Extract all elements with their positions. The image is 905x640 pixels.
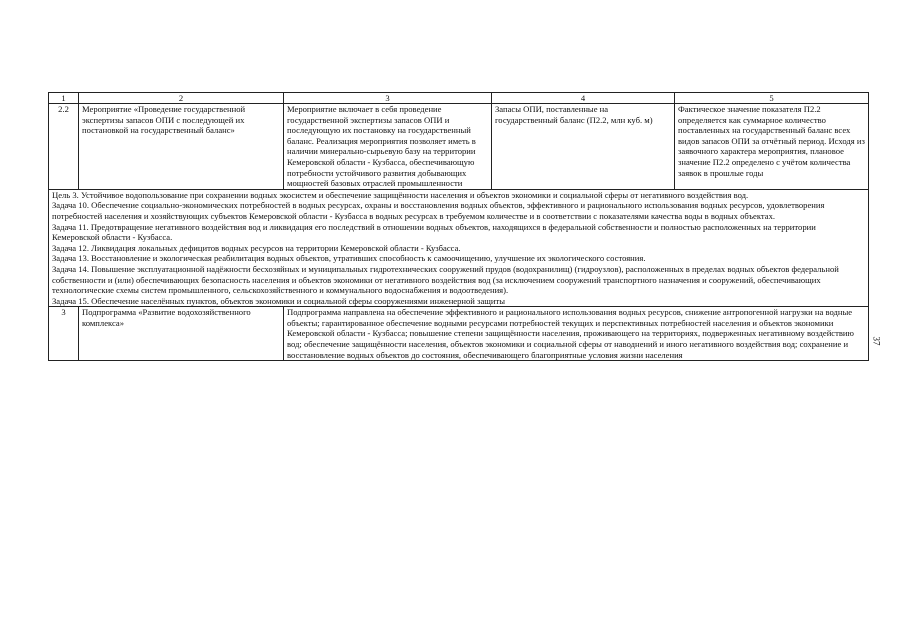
row-number: 3 <box>49 307 79 361</box>
table-row <box>49 104 869 190</box>
task-text: Задача 12. Ликвидация локальных дефицитов водных ресурсов на территории Кемеровской области - Кузбасса. <box>52 242 461 253</box>
indicator-name: Запасы ОПИ, поставленные на государственный баланс (П2.2, млн куб. м) <box>492 104 675 190</box>
task-text: Задача 15. Обеспечение населённых пунктов, объектов экономики и социальной сферы сооружениями инженерной защиты <box>52 295 506 306</box>
goal-text: Цель 3. Устойчивое водопользование при сохранении водных экосистем и обеспечение защищённости населения и объектов экономики и социальной сферы от негативного воздействия вод. <box>52 189 749 200</box>
task-text: Задача 10. Обеспечение социально-экономических потребностей в водных ресурсах, охраны и восстановления водных объектов, эффективного и рационального использования водных ресурсов, удовлетворения потребностей населения и хозяйствующих субъектов Кемеровской области - Кузбасса в водных ресурсах в требуемом количестве и в соответствии с показателями качества воды в водных объектах. <box>52 200 825 221</box>
task-text: Задача 13. Восстановление и экологическая реабилитация водных объектов, утративших способность к самоочищению, улучшение их экологического состояния. <box>52 253 646 264</box>
column-number: 1 <box>49 93 79 104</box>
column-number: 4 <box>492 93 675 104</box>
column-number: 2 <box>79 93 284 104</box>
measures-table <box>48 92 869 361</box>
column-number: 3 <box>284 93 492 104</box>
indicator-method: Фактическое значение показателя П2.2 определяется как суммарное количество поставленных на государственный баланс всех видов запасов ОПИ за отчётный период. Исходя из заявочного характера мероприятия, плановое значение П2.2 определено с учётом количества заявок в прошлые годы <box>675 104 869 190</box>
subprogram-description: Подпрограмма направлена на обеспечение эффективного и рационального использования водных ресурсов, снижение антропогенной нагрузки на водные объекты; гарантированное обеспечение водными ресурсами потребностей текущих и перспективных потребностей населения и объектов экономики Кемеровской области - Кузбасса; повышение степени защищённости населения, проживающего на территориях, подверженных негативному воздействию вод; обеспечение защищённости населения, объектов экономики и социальной сферы от наводнений и иного негативного воздействия вод; сохранение и восстановление водных объектов до состояния, обеспечивающего благоприятные условия жизни населения <box>284 307 869 361</box>
table-row <box>49 307 869 361</box>
page-number: 37 <box>871 336 882 346</box>
goal-block <box>49 189 869 307</box>
measure-name: Мероприятие «Проведение государственной экспертизы запасов ОПИ с последующей их постановкой на государственный баланс» <box>79 104 284 190</box>
goal-row <box>49 189 869 307</box>
column-number: 5 <box>675 93 869 104</box>
task-text: Задача 11. Предотвращение негативного воздействия вод и ликвидация его последствий в отношении водных объектов, находящихся в федеральной собственности и полностью расположенных на территории Кемеровской области - Кузбасса. <box>52 221 816 243</box>
row-number: 2.2 <box>49 104 79 190</box>
subprogram-name: Подпрограмма «Развитие водохозяйственного комплекса» <box>79 307 284 361</box>
measure-description: Мероприятие включает в себя проведение государственной экспертизы запасов ОПИ и последующую их постановку на государственный баланс. Реализация мероприятия позволяет иметь в наличии минерально-сырьевую базу на территории Кемеровской области - Кузбасса, обеспечивающую потребности устойчивого развития добывающих мощностей базовых отраслей промышленности <box>284 104 492 190</box>
task-text: Задача 14. Повышение эксплуатационной надёжности бесхозяйных и муниципальных гидротехнических сооружений прудов (водохранилищ) (гидроузлов), расположенных в пределах водных объектов федеральной собственности и (или) обеспечивающих безопасность населения и объектов экономики от негативного воздействия вод (за исключением сооружений транспортного назначения и сооружений, обеспечивающих технологические схемы систем промышленного, сельскохозяйственного и коммунального водоснабжения и водоотведения). <box>52 263 839 296</box>
column-number-row <box>49 93 869 104</box>
